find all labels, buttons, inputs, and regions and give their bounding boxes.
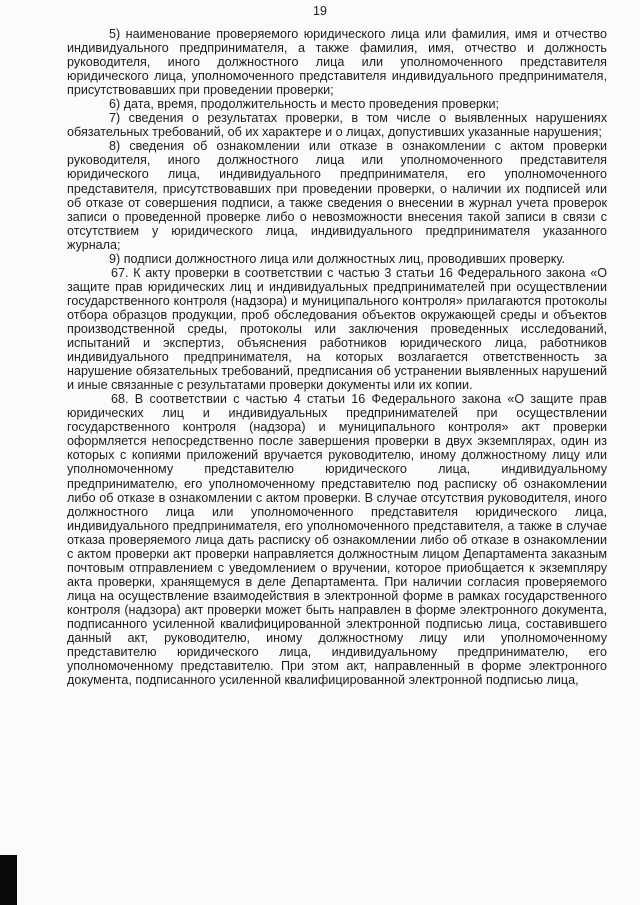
- list-item-5: 5) наименование проверяемого юридического лица или фамилия, имя и отчество индивидуального предпринимателя, а также фамилия, имя, отчество и должность руководителя, иного должностного лица или уполномоченного представителя юридического лица, уполномоченного представителя индивидуального предпринимателя, присутствовавших при проведении проверки;: [67, 27, 607, 98]
- scan-edge-mark: [0, 855, 17, 905]
- list-item-6: 6) дата, время, продолжительность и место проведения проверки;: [109, 97, 500, 112]
- list-item-7: 7) сведения о результатах проверки, в том числе о выявленных нарушениях обязательных требований, об их характере и о лицах, допустивших указанные нарушения;: [67, 111, 607, 140]
- clause-67: 67. К акту проверки в соответствии с частью 3 статьи 16 Федерального закона «О защите прав юридических лиц и индивидуальных предпринимателей при осуществлении государственного контроля (надзора) и муниципального контроля» прилагаются протоколы отбора образцов продукции, проб обследования объектов окружающей среды и объектов производственной среды, протоколы или заключения проведенных исследований, испытаний и экспертиз, объяснения работников юридического лица, работников индивидуального предпринимателя, на которых возлагается ответственность за нарушение обязательных требований, предписания об устранении выявленных нарушений и иные связанные с результатами проверки документы или их копии.: [67, 265, 607, 393]
- list-item-9: 9) подписи должностного лица или должностных лиц, проводивших проверку.: [109, 251, 565, 266]
- page-number: 19: [313, 4, 327, 18]
- list-item-8: 8) сведения об ознакомлении или отказе в ознакомлении с актом проверки руководителя, иного должностного лица или уполномоченного представителя юридического лица, индивидуального предпринимателя, его уполномоченного представителя, присутствовавших при проведении проверки, о наличии их подписей или об отказе от совершения подписи, а также сведения о внесении в журнал учета проверок записи о проведенной проверке либо о невозможности внесения такой записи в связи с отсутствием у юридического лица, индивидуального предпринимателя указанного журнала;: [67, 139, 607, 252]
- document-body: [67, 27, 607, 687]
- clause-68: 68. В соответствии с частью 4 статьи 16 Федерального закона «О защите прав юридических лиц и индивидуальных предпринимателей при осуществлении государственного контроля (надзора) и муниципального контроля» акт проверки оформляется непосредственно после завершения проверки в двух экземплярах, один из которых с копиями приложений вручается руководителю, иному должностному лицу или уполномоченному представителю юридического лица, индивидуальному предпринимателю, его уполномоченному представителю под расписку об ознакомлении либо об отказе в ознакомлении с актом проверки. В случае отсутствия руководителя, иного должностного лица или уполномоченного представителя юридического лица, индивидуального предпринимателя, его уполномоченного представителя, а также в случае отказа проверяемого лица дать расписку об ознакомлении либо об отказе в ознакомлении с актом проверки акт проверки направляется должностным лицом Департамента заказным почтовым отправлением с уведомлением о вручении, которое приобщается к экземпляру акта проверки, хранящемуся в деле Департамента. При наличии согласия проверяемого лица на осуществление взаимодействия в электронной форме в рамках государственного контроля (надзора) акт проверки может быть направлен в форме электронного документа, подписанного усиленной квалифицированной электронной подписью лица, составившего данный акт, руководителю, иному должностному лицу или уполномоченному представителю юридического лица, индивидуальному предпринимателю, его уполномоченному представителю. При этом акт, направленный в форме электронного документа, подписанного усиленной квалифицированной электронной подписью лица,: [67, 392, 607, 688]
